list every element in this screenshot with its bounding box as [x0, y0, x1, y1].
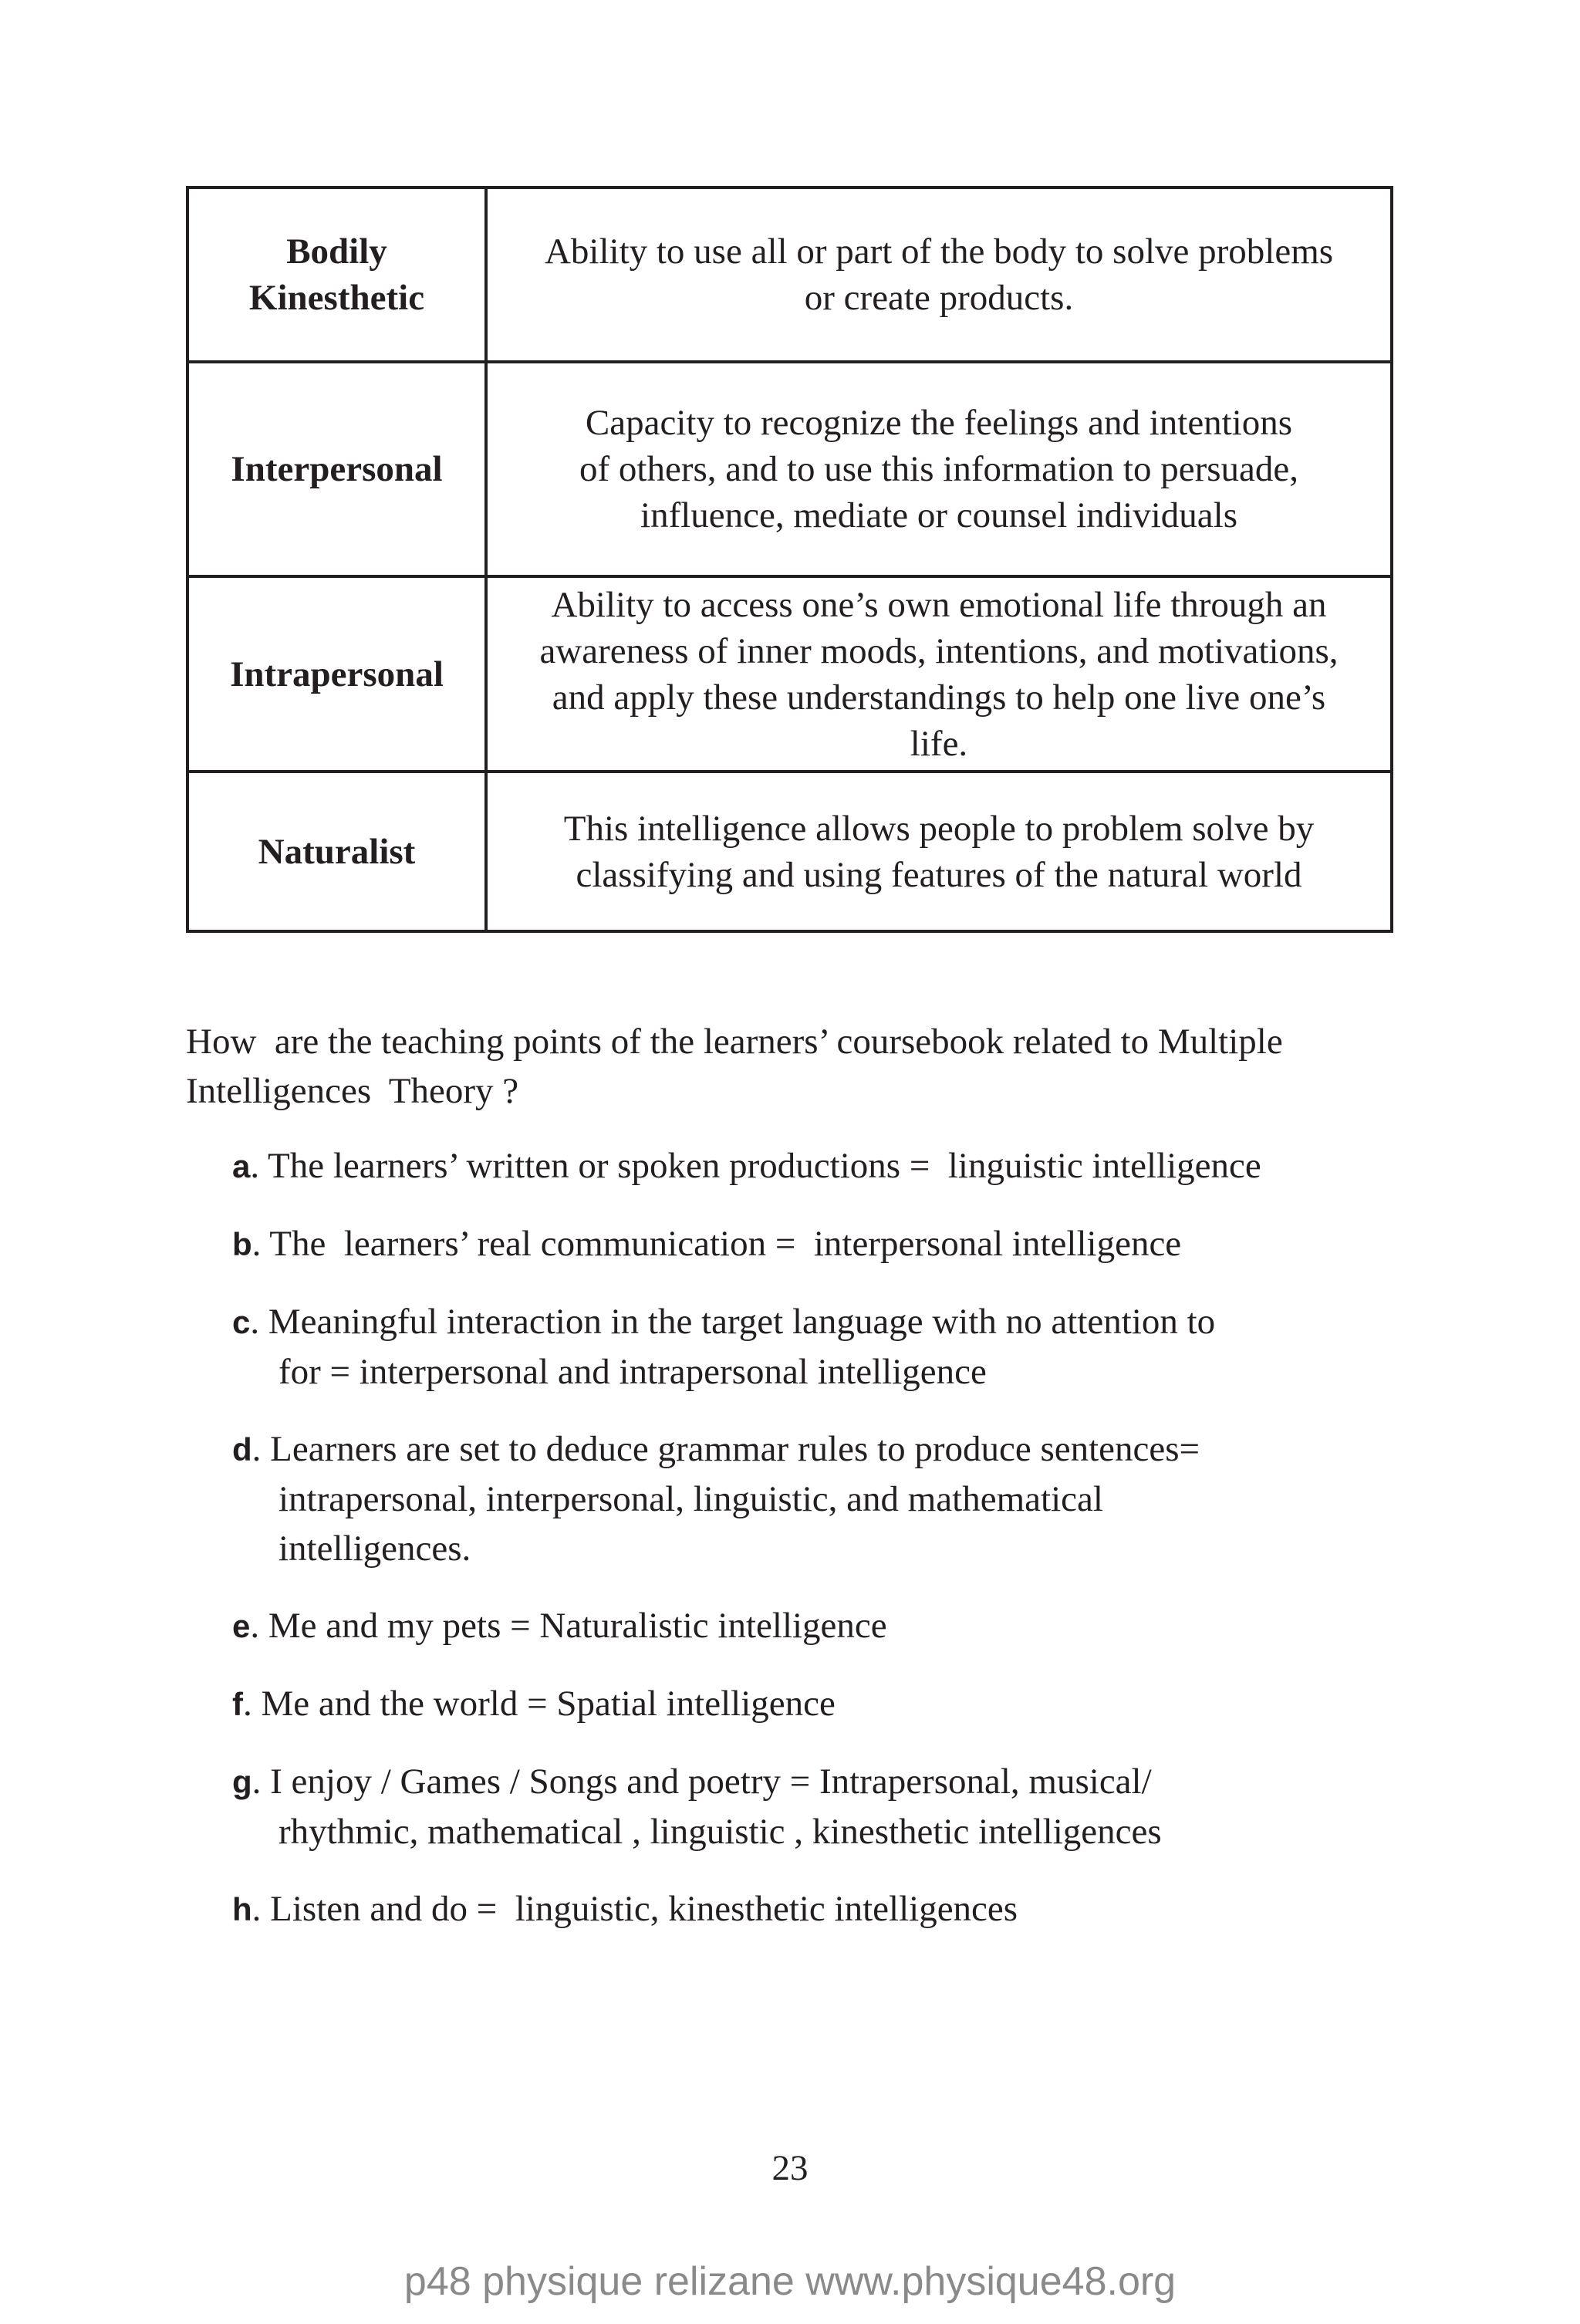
- question-line: Intelligences Theory ?: [186, 1071, 519, 1111]
- item-text: . The learners’ written or spoken productions = linguistic intelligence: [250, 1146, 1261, 1186]
- definition-line: Ability to access one’s own emotional life through an: [551, 584, 1327, 625]
- intelligence-name: [187, 187, 486, 362]
- item-text: . Meaningful interaction in the target language with no attention to: [250, 1302, 1216, 1342]
- intelligence-name: [187, 772, 486, 931]
- table-row: [187, 362, 1392, 576]
- list-item: [232, 1219, 1405, 1269]
- list-item: [232, 1141, 1405, 1191]
- intelligence-definition: [486, 576, 1392, 772]
- definition-line: of others, and to use this information to persuade,: [579, 449, 1298, 489]
- term-line: Kinesthetic: [248, 278, 425, 318]
- term-line: Intrapersonal: [230, 654, 444, 694]
- item-letter: h: [232, 1891, 252, 1927]
- item-text: . The learners’ real communication = interpersonal intelligence: [252, 1224, 1182, 1264]
- term-line: Interpersonal: [231, 449, 443, 489]
- item-text: . Learners are set to deduce grammar rules to produce sentences=: [252, 1429, 1200, 1469]
- definition-line: awareness of inner moods, intentions, and motivations,: [539, 630, 1339, 671]
- question-paragraph: [186, 1017, 1405, 1116]
- list-item: [232, 1757, 1405, 1856]
- intelligence-definition: [486, 362, 1392, 576]
- item-letter: e: [232, 1608, 251, 1644]
- definition-line: influence, mediate or counsel individuals: [640, 495, 1237, 535]
- list-item: [232, 1884, 1405, 1934]
- term-line: Naturalist: [258, 831, 416, 872]
- item-letter: f: [232, 1686, 243, 1722]
- item-letter: c: [232, 1304, 251, 1340]
- definition-line: Capacity to recognize the feelings and intentions: [585, 403, 1293, 443]
- intelligence-definition: [486, 772, 1392, 931]
- list-item: [232, 1424, 1405, 1573]
- intelligences-table: [186, 186, 1393, 933]
- item-text: for = interpersonal and intrapersonal intelligence: [279, 1352, 987, 1392]
- item-text: rhythmic, mathematical , linguistic , kinesthetic intelligences: [279, 1812, 1162, 1852]
- definition-line: life.: [910, 723, 968, 764]
- page-number: 23: [771, 2148, 809, 2188]
- table-row: [187, 187, 1392, 362]
- item-text: intrapersonal, interpersonal, linguistic, and mathematical: [279, 1479, 1103, 1519]
- item-text: . Me and my pets = Naturalistic intelligence: [250, 1606, 887, 1646]
- term-line: Bodily: [286, 231, 387, 272]
- intelligence-name: [187, 362, 486, 576]
- item-text: intelligences.: [279, 1529, 471, 1569]
- item-text: . Me and the world = Spatial intelligence: [243, 1684, 836, 1724]
- list-item: [232, 1297, 1405, 1397]
- item-text: . Listen and do = linguistic, kinesthetic intelligences: [252, 1889, 1018, 1929]
- definition-line: or create products.: [804, 278, 1074, 318]
- question-line: How are the teaching points of the learners’ coursebook related to Multiple: [186, 1022, 1283, 1062]
- item-letter: a: [232, 1148, 251, 1184]
- table-row: [187, 772, 1392, 931]
- intelligence-name: [187, 576, 486, 772]
- table-row: [187, 576, 1392, 772]
- item-text: . I enjoy / Games / Songs and poetry = Intrapersonal, musical/: [252, 1762, 1152, 1802]
- list-item: [232, 1601, 1405, 1651]
- answer-list: [232, 1141, 1405, 1962]
- intelligence-definition: [486, 187, 1392, 362]
- list-item: [232, 1679, 1405, 1729]
- footer-watermark: p48 physique relizane www.physique48.org: [403, 2259, 1177, 2304]
- item-letter: g: [232, 1764, 252, 1800]
- definition-line: and apply these understandings to help one live one’s: [552, 677, 1326, 718]
- definition-line: This intelligence allows people to problem solve by: [563, 808, 1315, 849]
- definition-line: Ability to use all or part of the body to solve problems: [544, 231, 1334, 272]
- item-letter: d: [232, 1431, 252, 1468]
- definition-line: classifying and using features of the natural world: [576, 854, 1302, 895]
- item-letter: b: [232, 1226, 252, 1262]
